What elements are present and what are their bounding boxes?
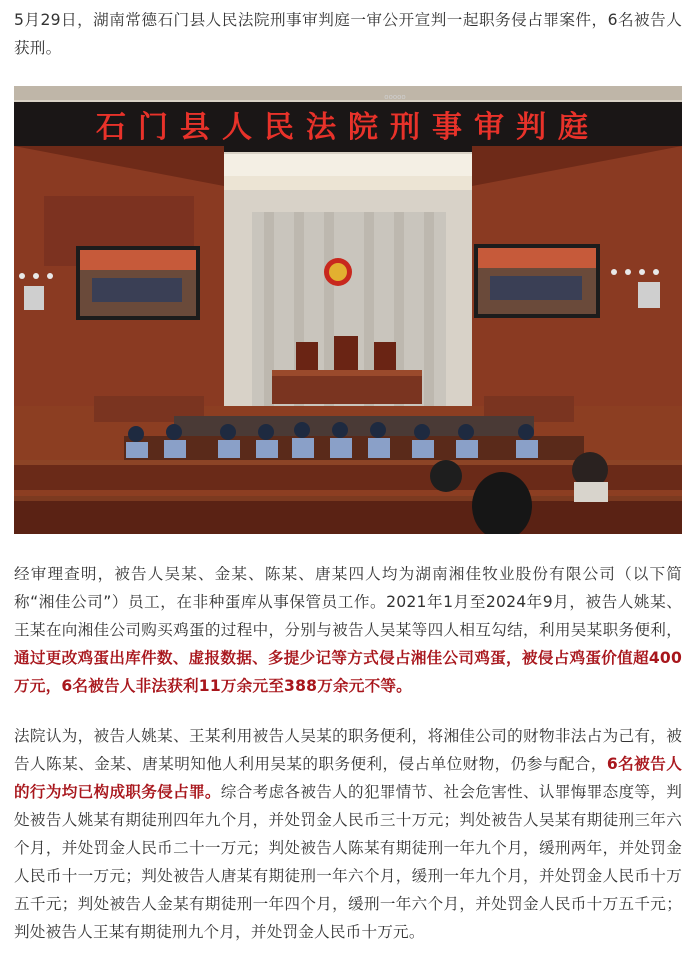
- findings-highlight: 通过更改鸡蛋出库件数、虚报数据、多提少记等方式侵占湘佳公司鸡蛋，被侵占鸡蛋价值超400万元，6名被告人非法获利11万余元至388万余元不等。: [14, 649, 682, 695]
- findings-text: 经审理查明，被告人吴某、金某、陈某、唐某四人均为湖南湘佳牧业股份有限公司（以下简称“湘佳公司”）员工，在非种蛋库从事保管员工作。2021年1月至2024年9月，被告人姚某、王某在向湘佳公司购买鸡蛋的过程中，分别与被告人吴某等四人相互勾结，利用吴某职务便利，: [14, 565, 682, 639]
- courtroom-banner: 石门县人民法院刑事审判庭: [96, 110, 600, 145]
- verdict-paragraph: [14, 722, 682, 946]
- findings-paragraph: [14, 560, 682, 700]
- intro-paragraph: 5月29日，湖南常德石门县人民法院刑事审判庭一审公开宣判一起职务侵占罪案件，6名被告人获刑。: [14, 11, 682, 57]
- courtroom-photo: [14, 86, 682, 534]
- verdict-text-b: 综合考虑各被告人的犯罪情节、社会危害性、认罪悔罪态度等，判处被告人姚某有期徒刑四年九个月，并处罚金人民币三十万元；判处被告人吴某有期徒刑三年六个月，并处罚金人民币二十一万元；判处被告人陈某有期徒刑一年九个月，缓刑两年，并处罚金人民币十一万元；判处被告人唐某有期徒刑一年六个月，缓刑一年九个月，并处罚金人民币十万五千元；判处被告人金某有期徒刑一年四个月，缓刑一年六个月，并处罚金人民币十万五千元；判处被告人王某有期徒刑九个月，并处罚金人民币十万元。: [14, 783, 682, 941]
- verdict-text-a: 法院认为，被告人姚某、王某利用被告人吴某的职务便利，将湘佳公司的财物非法占为己有，被告人陈某、金某、唐某明知他人利用吴某的职务便利，侵占单位财物，仍参与配合，: [14, 727, 682, 773]
- courtroom-illustration: [14, 86, 682, 534]
- verdict-highlight: 6名被告人的行为均已构成职务侵占罪。: [14, 755, 682, 801]
- banner-small-label: ooooo: [384, 93, 406, 101]
